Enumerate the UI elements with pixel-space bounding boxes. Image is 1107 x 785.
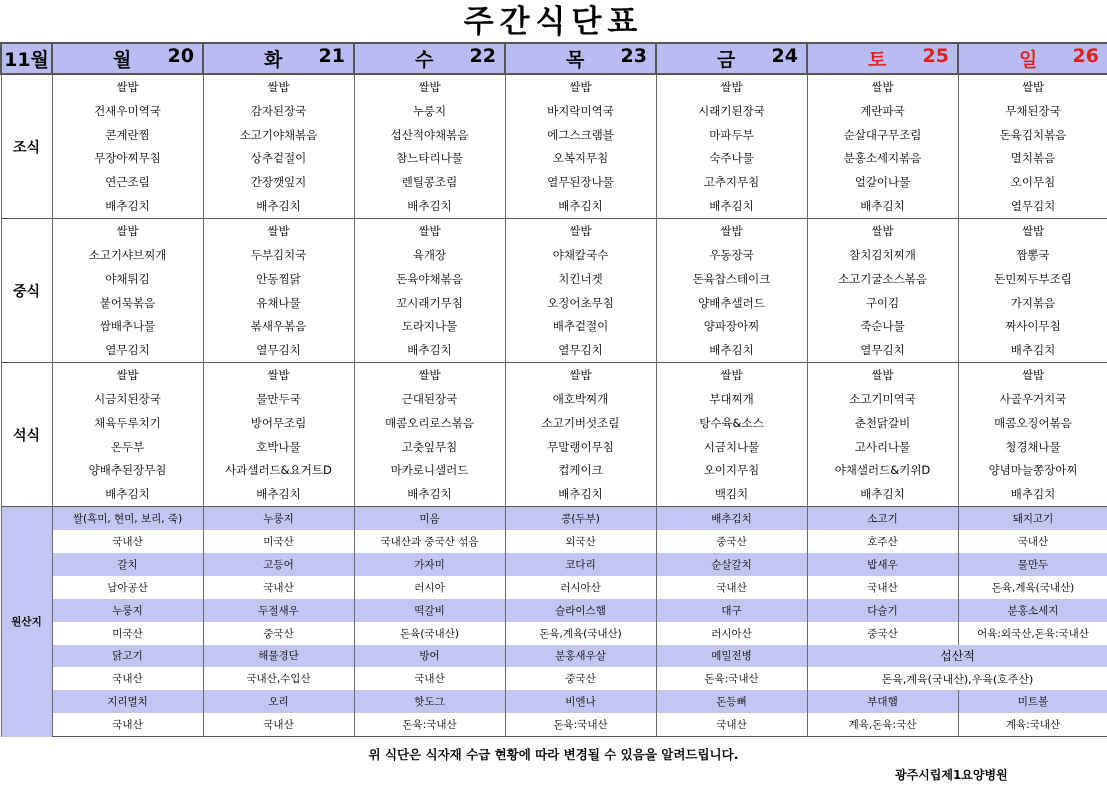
- origin-country: 러시아산: [656, 622, 807, 645]
- day-date: 22: [469, 45, 496, 67]
- menu-item: 오이무침: [958, 170, 1107, 194]
- origin-item: 다슬기: [807, 599, 958, 622]
- menu-row: [1, 170, 1107, 194]
- origin-item-row: [1, 507, 1107, 530]
- origin-country: 국내산: [354, 667, 505, 690]
- menu-item: 쌀밥: [656, 74, 807, 99]
- menu-item: 섭산적야채볶음: [354, 123, 505, 147]
- menu-item: 야채튀김: [52, 267, 203, 291]
- menu-item: 배추김치: [807, 194, 958, 218]
- menu-item: 배추김치: [958, 338, 1107, 362]
- origin-country: 미국산: [203, 530, 354, 553]
- menu-item: 죽순나물: [807, 314, 958, 338]
- origin-item: 배추김치: [656, 507, 807, 530]
- menu-item: 돈육야채볶음: [354, 267, 505, 291]
- menu-item: 배추김치: [203, 194, 354, 218]
- menu-item: 매콤오리로스볶음: [354, 411, 505, 435]
- menu-item: 육개장: [354, 243, 505, 267]
- menu-item: 양배추된장무침: [52, 459, 203, 483]
- origin-country: 돈육,계육(국내산): [958, 576, 1107, 599]
- menu-item: 물만두국: [203, 387, 354, 411]
- menu-item: 컵케이크: [505, 459, 656, 483]
- origin-country: 국내산: [807, 576, 958, 599]
- origin-country: 돈육:국내산: [354, 713, 505, 736]
- origin-country: 국내산: [52, 530, 203, 553]
- origin-item: 소고기: [807, 507, 958, 530]
- origin-country-row: [1, 622, 1107, 645]
- menu-item: 쌀밥: [203, 363, 354, 387]
- day-date: 25: [922, 45, 949, 67]
- menu-item: 부대찌개: [656, 387, 807, 411]
- menu-item: 구이김: [807, 291, 958, 315]
- menu-row: [1, 363, 1107, 387]
- menu-item: 순살대구무조림: [807, 123, 958, 147]
- menu-row: [1, 147, 1107, 171]
- menu-item: 오복지무침: [505, 147, 656, 171]
- menu-item: 고춧잎무침: [354, 435, 505, 459]
- menu-item: 배추김치: [354, 194, 505, 218]
- origin-country: 국내산: [958, 530, 1107, 553]
- origin-country: 국내산: [52, 713, 203, 736]
- menu-item: 백김치: [656, 482, 807, 506]
- menu-item: 숙주나물: [656, 147, 807, 171]
- meal-label: 석식: [1, 363, 52, 507]
- origin-item: 오리: [203, 690, 354, 713]
- menu-item: 쌀밥: [958, 74, 1107, 99]
- menu-item: 애호박찌개: [505, 387, 656, 411]
- menu-item: 배추김치: [203, 482, 354, 506]
- day-date: 23: [620, 45, 647, 67]
- menu-item: 쌀밥: [203, 219, 354, 243]
- day-date: 24: [771, 45, 798, 67]
- origin-country: 국내산,수입산: [203, 667, 354, 690]
- menu-item: 배추김치: [505, 482, 656, 506]
- origin-item: 돼지고기: [958, 507, 1107, 530]
- origin-item: 두절새우: [203, 599, 354, 622]
- menu-item: 채육두루치기: [52, 411, 203, 435]
- menu-item: 쌀밥: [807, 219, 958, 243]
- origin-item: 밥새우: [807, 553, 958, 576]
- day-date: 21: [318, 45, 345, 67]
- origin-item: 고등어: [203, 553, 354, 576]
- menu-item: 돈육김치볶음: [958, 123, 1107, 147]
- menu-item: 호박나물: [203, 435, 354, 459]
- origin-country: 국내산과 중국산 섞음: [354, 530, 505, 553]
- origin-item: 누룽지: [52, 599, 203, 622]
- menu-item: 쌀밥: [505, 74, 656, 99]
- day-header-5: [807, 43, 958, 74]
- menu-item: 유채나물: [203, 291, 354, 315]
- origin-item: 대구: [656, 599, 807, 622]
- menu-item: 얼갈이나물: [807, 170, 958, 194]
- origin-item: 분홍새우살: [505, 645, 656, 668]
- menu-item: 오이지무침: [656, 459, 807, 483]
- menu-item: 멸치볶음: [958, 147, 1107, 171]
- menu-row: [1, 243, 1107, 267]
- origin-country: 외국산: [505, 530, 656, 553]
- origin-country: 돈육,계육(국내산): [505, 622, 656, 645]
- menu-item: 배추김치: [354, 482, 505, 506]
- menu-item: 쌀밥: [52, 74, 203, 99]
- origin-country: 국내산: [203, 576, 354, 599]
- menu-item: 도라지나물: [354, 314, 505, 338]
- origin-country: 돈육:국내산: [505, 713, 656, 736]
- origin-item: 코다리: [505, 553, 656, 576]
- menu-item: 참치김치찌개: [807, 243, 958, 267]
- menu-item: 쌀밥: [505, 363, 656, 387]
- menu-item: 바지락미역국: [505, 99, 656, 123]
- menu-item: 쌀밥: [354, 363, 505, 387]
- origin-country-row: [1, 667, 1107, 690]
- day-date: 20: [167, 45, 194, 67]
- menu-item: 배추김치: [807, 482, 958, 506]
- menu-row: [1, 459, 1107, 483]
- menu-item: 열무된장나물: [505, 170, 656, 194]
- menu-row: [1, 99, 1107, 123]
- day-date: 26: [1072, 45, 1099, 67]
- origin-country: 돈육(국내산): [354, 622, 505, 645]
- menu-row: [1, 291, 1107, 315]
- menu-item: 상추겉절이: [203, 147, 354, 171]
- menu-item: 고사리나물: [807, 435, 958, 459]
- menu-item: 짬뽕국: [958, 243, 1107, 267]
- menu-item: 배추김치: [52, 194, 203, 218]
- menu-item: 열무김치: [203, 338, 354, 362]
- origin-item: 닭고기: [52, 645, 203, 668]
- origin-country: 돈육:국내산: [656, 667, 807, 690]
- origin-item: 갈치: [52, 553, 203, 576]
- menu-item: 연근조림: [52, 170, 203, 194]
- menu-item: 콘계란찜: [52, 123, 203, 147]
- menu-item: 쌈배추나물: [52, 314, 203, 338]
- menu-item: 소고기미역국: [807, 387, 958, 411]
- origin-item: 누룽지: [203, 507, 354, 530]
- day-name: 화: [264, 49, 283, 71]
- menu-item: 계란파국: [807, 99, 958, 123]
- origin-country: 어육:외국산,돈육:국내산: [958, 622, 1107, 645]
- weekly-menu-table: [0, 42, 1107, 737]
- menu-item: 청경채나물: [958, 435, 1107, 459]
- day-header-2: [354, 43, 505, 74]
- menu-item: 짜사이무침: [958, 314, 1107, 338]
- menu-item: 양배추샐러드: [656, 291, 807, 315]
- menu-item: 열무김치: [52, 338, 203, 362]
- origin-country: 국내산: [656, 576, 807, 599]
- menu-item: 건새우미역국: [52, 99, 203, 123]
- menu-row: [1, 267, 1107, 291]
- menu-item: 쌀밥: [203, 74, 354, 99]
- menu-item: 마카로니샐러드: [354, 459, 505, 483]
- menu-item: 배추김치: [958, 482, 1107, 506]
- day-header-0: [52, 43, 203, 74]
- page-title: 주간식단표: [463, 4, 644, 40]
- origin-item: 방어: [354, 645, 505, 668]
- origin-country: 중국산: [505, 667, 656, 690]
- menu-item: 소고기샤브찌개: [52, 243, 203, 267]
- menu-item: 쌀밥: [807, 74, 958, 99]
- menu-row: [1, 338, 1107, 362]
- origin-country: 돈육,계육(국내산),우육(호주산): [807, 667, 1107, 690]
- menu-item: 쌀밥: [505, 219, 656, 243]
- menu-item: 고추지무침: [656, 170, 807, 194]
- origin-item-row: [1, 690, 1107, 713]
- menu-item: 야채샐러드&키위D: [807, 459, 958, 483]
- menu-item: 양념마늘쫑장아찌: [958, 459, 1107, 483]
- origin-country: 호주산: [807, 530, 958, 553]
- menu-item: 꼬시래기무침: [354, 291, 505, 315]
- origin-country: 남아공산: [52, 576, 203, 599]
- menu-item: 렌틸콩조림: [354, 170, 505, 194]
- day-name: 일: [1019, 49, 1038, 71]
- origin-item: 미음: [354, 507, 505, 530]
- menu-item: 매콤오징어볶음: [958, 411, 1107, 435]
- menu-item: 쌀밥: [656, 219, 807, 243]
- menu-item: 볶새우볶음: [203, 314, 354, 338]
- day-header-3: [505, 43, 656, 74]
- menu-item: 쌀밥: [958, 219, 1107, 243]
- origin-country: 국내산: [52, 667, 203, 690]
- menu-item: 시래기된장국: [656, 99, 807, 123]
- origin-item: 물만두: [958, 553, 1107, 576]
- origin-country: 중국산: [807, 622, 958, 645]
- origin-country: 계육,돈육:국산: [807, 713, 958, 736]
- menu-item: 소고기야채볶음: [203, 123, 354, 147]
- day-name: 목: [566, 49, 585, 71]
- menu-row: [1, 219, 1107, 243]
- month-label: 11월: [1, 43, 52, 74]
- origin-item: 지리멸치: [52, 690, 203, 713]
- origin-country: 러시아산: [505, 576, 656, 599]
- origin-country: 국내산: [203, 713, 354, 736]
- menu-item: 배추김치: [354, 338, 505, 362]
- origin-item: 분홍소세지: [958, 599, 1107, 622]
- menu-item: 배추김치: [505, 194, 656, 218]
- menu-item: 누룽지: [354, 99, 505, 123]
- menu-item: 분홍소세지볶음: [807, 147, 958, 171]
- menu-item: 쌀밥: [52, 219, 203, 243]
- menu-item: 탕수육&소스: [656, 411, 807, 435]
- menu-row: [1, 74, 1107, 99]
- menu-item: 근대된장국: [354, 387, 505, 411]
- menu-item: 가지볶음: [958, 291, 1107, 315]
- origin-item: 돈등뼈: [656, 690, 807, 713]
- day-name: 금: [717, 49, 736, 71]
- menu-row: [1, 194, 1107, 218]
- origin-item: 해물경단: [203, 645, 354, 668]
- menu-item: 시금치나물: [656, 435, 807, 459]
- menu-item: 오징어초무침: [505, 291, 656, 315]
- menu-item: 붙어묵볶음: [52, 291, 203, 315]
- day-name: 월: [113, 49, 132, 71]
- menu-item: 사골우거지국: [958, 387, 1107, 411]
- menu-item: 야채칼국수: [505, 243, 656, 267]
- origin-item: 가자미: [354, 553, 505, 576]
- origin-item: 미트볼: [958, 690, 1107, 713]
- origin-country-row: [1, 530, 1107, 553]
- day-header-4: [656, 43, 807, 74]
- menu-item: 쌀밥: [354, 219, 505, 243]
- menu-item: 배추겉절이: [505, 314, 656, 338]
- menu-item: 무채된장국: [958, 99, 1107, 123]
- menu-item: 방어무조림: [203, 411, 354, 435]
- menu-item: 시금치된장국: [52, 387, 203, 411]
- day-name: 토: [868, 49, 887, 71]
- origin-country: 미국산: [52, 622, 203, 645]
- origin-label: 원산지: [1, 507, 52, 737]
- menu-item: 열무김치: [807, 338, 958, 362]
- menu-item: 쌀밥: [354, 74, 505, 99]
- day-name: 수: [415, 49, 434, 71]
- menu-item: 쌀밥: [52, 363, 203, 387]
- origin-item-row: [1, 553, 1107, 576]
- menu-item: 양파장아찌: [656, 314, 807, 338]
- menu-item: 쌀밥: [656, 363, 807, 387]
- origin-country: 중국산: [203, 622, 354, 645]
- day-header-6: [958, 43, 1107, 74]
- origin-item: 메밀전병: [656, 645, 807, 668]
- meal-label: 조식: [1, 74, 52, 219]
- origin-country: 러시아: [354, 576, 505, 599]
- origin-item: 떡갈비: [354, 599, 505, 622]
- origin-country: 국내산: [656, 713, 807, 736]
- origin-item-row: [1, 645, 1107, 668]
- menu-row: [1, 482, 1107, 506]
- menu-row: [1, 387, 1107, 411]
- menu-item: 안동찜닭: [203, 267, 354, 291]
- menu-row: [1, 411, 1107, 435]
- menu-item: 사과샐러드&요거트D: [203, 459, 354, 483]
- origin-country-row: [1, 713, 1107, 736]
- origin-item-row: [1, 599, 1107, 622]
- menu-item: 무장아찌무침: [52, 147, 203, 171]
- meal-label: 중식: [1, 219, 52, 363]
- menu-item: 돈민찌두부조림: [958, 267, 1107, 291]
- menu-row: [1, 314, 1107, 338]
- origin-country: 계육:국내산: [958, 713, 1107, 736]
- origin-item: 비엔나: [505, 690, 656, 713]
- menu-item: 춘천닭갈비: [807, 411, 958, 435]
- origin-item: 쌀(흑미, 현미, 보리, 죽): [52, 507, 203, 530]
- menu-item: 우동장국: [656, 243, 807, 267]
- menu-item: 돈육찹스테이크: [656, 267, 807, 291]
- menu-item: 감자된장국: [203, 99, 354, 123]
- menu-item: 열무김치: [505, 338, 656, 362]
- menu-item: 쌀밥: [958, 363, 1107, 387]
- origin-item: 핫도그: [354, 690, 505, 713]
- menu-item: 참느타리나물: [354, 147, 505, 171]
- origin-country: 중국산: [656, 530, 807, 553]
- menu-row: [1, 123, 1107, 147]
- menu-item: 배추김치: [656, 338, 807, 362]
- menu-change-notice: 위 식단은 식자재 수급 현황에 따라 변경될 수 있음을 알려드립니다.: [368, 747, 739, 762]
- menu-item: 두부김치국: [203, 243, 354, 267]
- menu-item: 열무김치: [958, 194, 1107, 218]
- menu-item: 무말랭이무침: [505, 435, 656, 459]
- menu-item: 쌀밥: [807, 363, 958, 387]
- menu-item: 소고기버섯조림: [505, 411, 656, 435]
- origin-item: 슬라이스햄: [505, 599, 656, 622]
- menu-item: 간장깻잎지: [203, 170, 354, 194]
- menu-row: [1, 435, 1107, 459]
- menu-item: 소고기굴소스볶음: [807, 267, 958, 291]
- day-header-1: [203, 43, 354, 74]
- menu-item: 마파두부: [656, 123, 807, 147]
- origin-item: 부대햄: [807, 690, 958, 713]
- hospital-name: 광주시립제1요양병원: [895, 768, 1008, 782]
- origin-item: 콩(두부): [505, 507, 656, 530]
- origin-country-row: [1, 576, 1107, 599]
- menu-item: 에그스크램블: [505, 123, 656, 147]
- day-header-row: [1, 43, 1107, 74]
- menu-item: 배추김치: [52, 482, 203, 506]
- origin-item: 섭산적: [807, 645, 1107, 668]
- menu-item: 온두부: [52, 435, 203, 459]
- origin-item: 순살갈치: [656, 553, 807, 576]
- menu-item: 배추김치: [656, 194, 807, 218]
- menu-item: 치킨너겟: [505, 267, 656, 291]
